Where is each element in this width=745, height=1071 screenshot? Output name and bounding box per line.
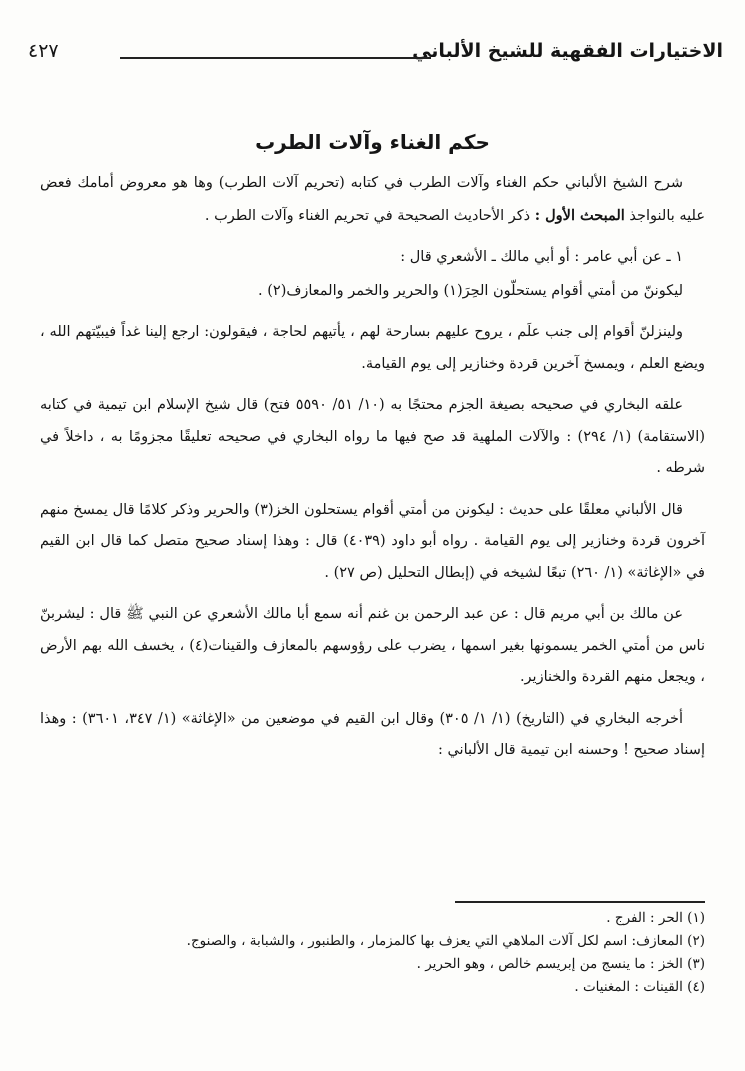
- paragraph-malik-hadith: عن مالك بن أبي مريم قال : عن عبد الرحمن بن غنم أنه سمع أبا مالك الأشعري عن النبي ﷺ قال : ليشربنّ ناس من أمتي الخمر يسمونها بغير اسمها ، يضرب على رؤوسهم بالمعازف والقينات(٤) ، يخسف الله بهم الأرض ، ويجعل منهم القردة والخنازير.: [40, 606, 705, 685]
- paragraph-hadith-continuation: ولينزلنّ أقوام إلى جنب علَم ، يروح عليهم بسارحة لهم ، يأتيهم لحاجة ، فيقولون: ارجع إلينا غداً فيبيّتهم الله ، ويضع العلم ، ويمسخ آخرين قردة وخنازير إلى يوم القيامة.: [40, 324, 705, 372]
- footnote: (٢) المعازف: اسم لكل آلات الملاهي التي يعزف بها كالمزمار ، والطنبور ، والشبابة ، والصنوج.: [186, 933, 705, 949]
- footnote-rule: [455, 901, 705, 903]
- paragraph-takhrij: أخرجه البخاري في (التاريخ) (١/ ١/ ٣٠٥) وقال ابن القيم في موضعين من «الإغاثة» (١/ ٣٤٧، ٣٦٠١) : وهذا إسناد صحيح ! وحسنه ابن تيمية قال الألباني :: [40, 710, 705, 758]
- page-number: ٤٢٧: [28, 40, 59, 62]
- paragraph-hadith-text: ليكوننّ من أمتي أقوام يستحلّون الحِرَ(١) والحرير والخمر والمعازف(٢) .: [258, 282, 683, 299]
- paragraph-albani-comment: قال الألباني معلقًا على حديث : ليكونن من أمتي أقوام يستحلون الخز(٣) والحرير وذكر كلامًا قال يمسخ منهم آخرون قردة وخنازير إلى يوم القيامة . رواه أبو داود (٤٠٣٩) قال : وهذا إسناد صحيح متصل كما قال ابن القيم في «الإغاثة» (١/ ٢٦٠) تبعًا لشيخه في (إبطال التحليل (ص ٢٧) .: [40, 501, 705, 581]
- running-title: الاختيارات الفقهية للشيخ الألباني: [412, 40, 723, 62]
- footnote: (١) الحر : الفرج .: [606, 910, 705, 926]
- page-header: [28, 36, 723, 70]
- header-rule: [120, 57, 431, 59]
- footnote: (٤) القينات : المغنيات .: [574, 979, 705, 995]
- footnotes: [40, 907, 705, 999]
- first-topic-label: المبحث الأول :: [534, 206, 625, 224]
- footnote: (٣) الخز : ما ينسج من إبريسم خالص ، وهو الحرير .: [416, 956, 705, 972]
- paragraph-hadith-chain: ١ ـ عن أبي عامر : أو أبي مالك ـ الأشعري قال :: [400, 249, 683, 265]
- section-title: حكم الغناء وآلات الطرب: [255, 130, 490, 154]
- paragraph-bukhari-note: علقه البخاري في صحيحه بصيغة الجزم محتجًا به (١٠/ ٥١/ ٥٥٩٠ فتح) قال شيخ الإسلام ابن تيمية في كتابه (الاستقامة) (١/ ٢٩٤) : والآلات الملهية قد صح فيها ما رواه البخاري في صحيحه تعليقًا مجزومًا به ، داخلاً في شرطه .: [40, 397, 705, 476]
- body-text: [40, 168, 705, 777]
- paragraph-intro: شرح الشيخ الألباني حكم الغناء وآلات الطرب في كتابه (تحريم آلات الطرب) وها هو معروض أمامك فعض عليه بالنواجذ المبحث الأول : ذكر الأحاديث الصحيحة في تحريم الغناء وآلات الطرب .: [40, 175, 705, 224]
